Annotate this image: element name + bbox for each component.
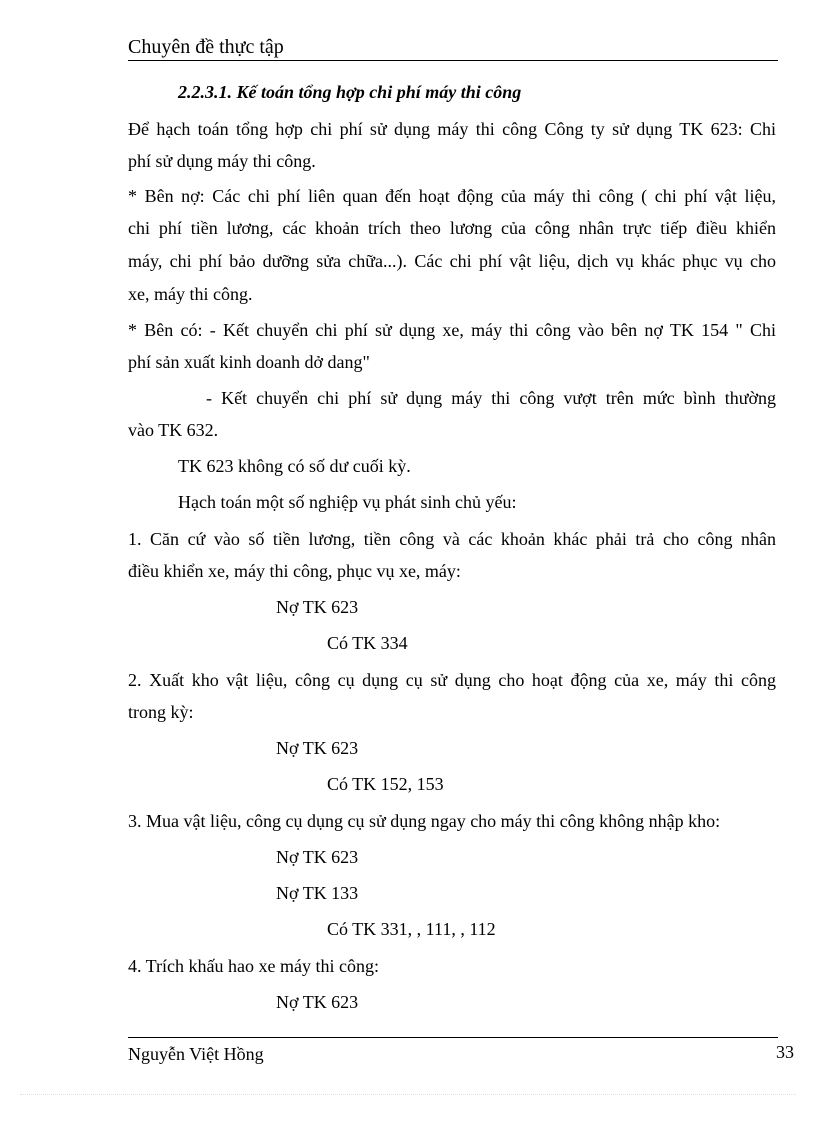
body-line: 2. Xuất kho vật liệu, công cụ dụng cụ sử dụng cho hoạt động của xe, máy thi công xyxy=(128,670,776,690)
page-number: 33 xyxy=(776,1042,794,1062)
body-line: máy, chi phí bảo dưỡng sửa chữa...). Các chi phí vật liệu, dịch vụ khác phục vụ cho xyxy=(128,251,776,271)
journal-entry-credit: Có TK 334 xyxy=(327,633,408,653)
journal-entry-debit: Nợ TK 623 xyxy=(276,992,359,1012)
body-line: TK 623 không có số dư cuối kỳ. xyxy=(178,456,411,476)
journal-entry-debit: Nợ TK 623 xyxy=(276,738,359,758)
page-edge-divider xyxy=(20,1094,796,1095)
body-line: vào TK 632. xyxy=(128,420,219,440)
journal-entry-debit: Nợ TK 133 xyxy=(276,883,359,903)
body-line: Để hạch toán tổng hợp chi phí sử dụng máy thi công Công ty sử dụng TK 623: Chi xyxy=(128,119,776,139)
body-line: * Bên nợ: Các chi phí liên quan đến hoạt động của máy thi công ( chi phí vật liệu, xyxy=(128,186,776,206)
body-line: trong kỳ: xyxy=(128,702,194,722)
body-line: 4. Trích khấu hao xe máy thi công: xyxy=(128,956,379,976)
body-line: điều khiển xe, máy thi công, phục vụ xe, máy: xyxy=(128,561,461,581)
body-line: - Kết chuyển chi phí sử dụng máy thi công vượt trên mức bình thường xyxy=(206,388,776,408)
body-line: * Bên có: - Kết chuyển chi phí sử dụng xe, máy thi công vào bên nợ TK 154 " Chi xyxy=(128,320,776,340)
body-line: 1. Căn cứ vào số tiền lương, tiền công và các khoản khác phải trả cho công nhân xyxy=(128,529,776,549)
body-line: phí sử dụng máy thi công. xyxy=(128,151,316,171)
body-line: xe, máy thi công. xyxy=(128,284,253,304)
section-title: 2.2.3.1. Kế toán tổng hợp chi phí máy thi công xyxy=(178,82,522,102)
body-line: 3. Mua vật liệu, công cụ dụng cụ sử dụng ngay cho máy thi công không nhập kho: xyxy=(128,811,721,831)
journal-entry-credit: Có TK 331, , 111, , 112 xyxy=(327,919,496,939)
footer-author: Nguyễn Việt Hồng xyxy=(128,1044,264,1064)
page-header: Chuyên đề thực tập xyxy=(128,34,778,61)
body-line: chi phí tiền lương, các khoản trích theo lương của công nhân trực tiếp điều khiển xyxy=(128,218,776,238)
body-line: Hạch toán một số nghiệp vụ phát sinh chủ yếu: xyxy=(178,492,517,512)
journal-entry-debit: Nợ TK 623 xyxy=(276,847,359,867)
body-line: phí sản xuất kinh doanh dở dang" xyxy=(128,352,370,372)
footer-rule xyxy=(128,1037,778,1038)
journal-entry-debit: Nợ TK 623 xyxy=(276,597,359,617)
journal-entry-credit: Có TK 152, 153 xyxy=(327,774,444,794)
